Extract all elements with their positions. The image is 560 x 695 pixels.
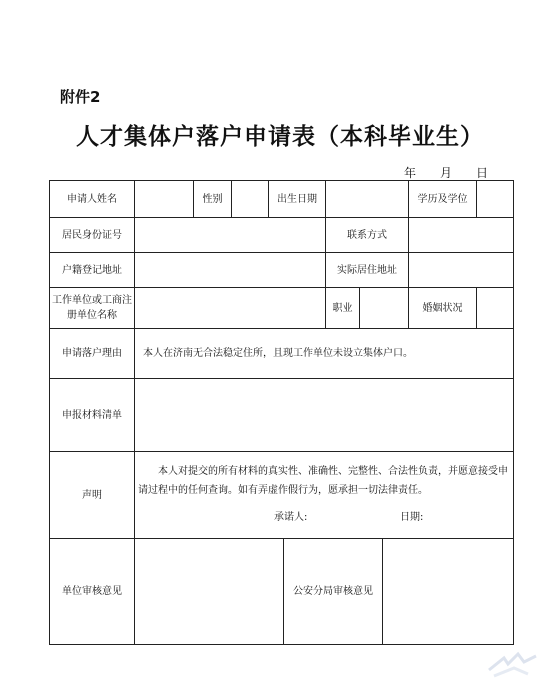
occupation-field[interactable] <box>360 288 408 328</box>
table-border-right <box>513 180 514 645</box>
applicant-name-field[interactable] <box>135 181 193 217</box>
unit-review-label: 单位审核意见 <box>62 586 122 597</box>
date-year-label: 年 <box>404 166 417 180</box>
contact-field[interactable] <box>409 218 513 252</box>
declaration-text: 本人对提交的所有材料的真实性、准确性、完整性、合法性负责，并愿意接受申请过程中的任何查询。如有弄虚作假行为，愿承担一切法律责任。 <box>138 466 508 496</box>
education-field[interactable] <box>477 181 513 217</box>
reason-label: 申请落户理由 <box>62 348 122 359</box>
actual-address-label: 实际居住地址 <box>337 264 397 276</box>
police-review-label: 公安分局审核意见 <box>293 586 373 597</box>
gender-label: 性别 <box>202 193 223 205</box>
date-month-label: 月 <box>440 166 453 180</box>
contact-label: 联系方式 <box>347 229 387 241</box>
birth-date-field[interactable] <box>326 181 408 217</box>
gender-field[interactable] <box>232 181 268 217</box>
decorative-mark-icon <box>484 650 544 680</box>
materials-field[interactable] <box>135 379 513 451</box>
sign-date-field[interactable] <box>432 508 502 522</box>
employer-label: 工作单位或工商注册单位名称 <box>52 295 132 321</box>
birth-date-label: 出生日期 <box>277 193 317 205</box>
reason-text: 本人在济南无合法稳定住所，且现工作单位未设立集体户口。 <box>143 348 413 359</box>
id-number-label: 居民身份证号 <box>62 229 122 241</box>
household-address-label: 户籍登记地址 <box>62 264 122 276</box>
attachment-label: 附件2 <box>60 88 101 106</box>
id-number-field[interactable] <box>135 218 325 252</box>
household-address-field[interactable] <box>135 253 325 287</box>
marital-status-field[interactable] <box>477 288 513 328</box>
police-review-field[interactable] <box>383 539 513 644</box>
signer-field[interactable] <box>316 508 396 522</box>
actual-address-field[interactable] <box>409 253 513 287</box>
marital-status-label: 婚姻状况 <box>422 302 463 314</box>
signer-label: 承诺人: <box>274 512 308 523</box>
date-day-label: 日 <box>476 166 489 180</box>
unit-review-field[interactable] <box>135 539 283 644</box>
materials-label: 申报材料清单 <box>62 409 122 421</box>
education-label: 学历及学位 <box>417 193 468 205</box>
employer-field[interactable] <box>135 288 325 328</box>
declaration-label: 声明 <box>82 489 102 501</box>
form-title: 人才集体户落户申请表（本科毕业生） <box>76 124 484 150</box>
table-border-bottom <box>49 644 514 645</box>
applicant-name-label: 申请人姓名 <box>67 193 117 205</box>
occupation-label: 职业 <box>332 302 353 314</box>
sign-date-label: 日期: <box>400 512 424 523</box>
